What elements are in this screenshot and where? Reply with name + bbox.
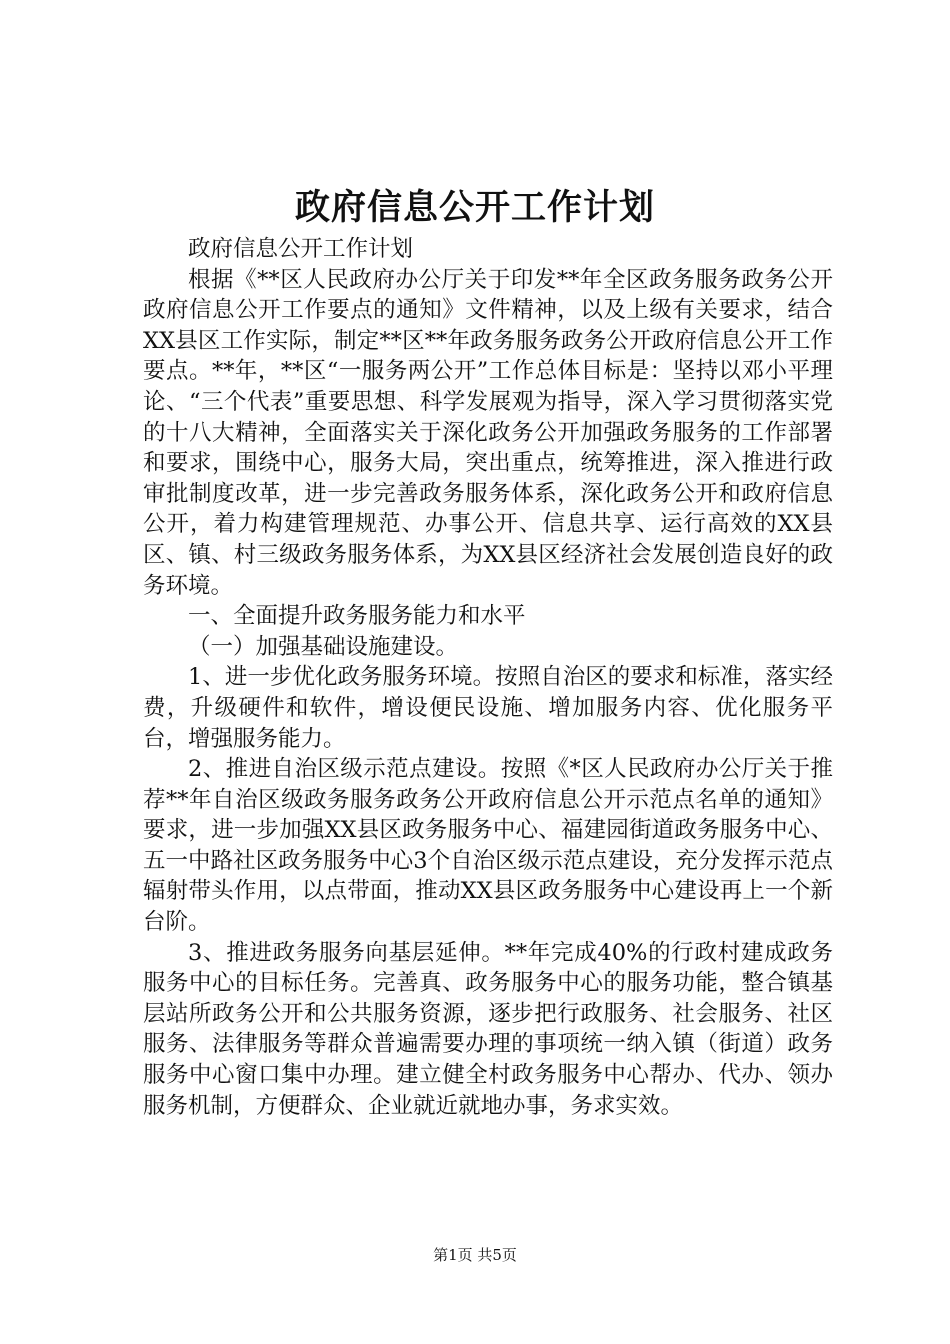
intro-paragraph: 根据《**区人民政府办公厅关于印发**年全区政务服务政务公开政府信息公开工作要点的通知》文件精神，以及上级有关要求，结合XX县区工作实际，制定**区**年政务服务政务公开政府信息公开工作要点。**年，**区“一服务两公开”工作总体目标是：坚持以邓小平理论、“三个代表”重要思想、科学发展观为指导，深入学习贯彻落实党的十八大精神，全面落实关于深化政务公开加强政务服务的工作部署和要求，围绕中心，服务大局，突出重点，统筹推进，深入推进行政审批制度改革，进一步完善政务服务体系，深化政务公开和政府信息公开，着力构建管理规范、办事公开、信息共享、运行高效的XX县区、镇、村三级政务服务体系，为XX县区经济社会发展创造良好的政务环境。: [143, 266, 833, 599]
item-paragraph-2: 2、推进自治区级示范点建设。按照《*区人民政府办公厅关于推荐**年自治区级政务服务政务公开政府信息公开示范点名单的通知》要求，进一步加强XX县区政务服务中心、福建园街道政务服务中心、五一中路社区政务服务中心3个自治区级示范点建设，充分发挥示范点辐射带头作用，以点带面，推动XX县区政务服务中心建设再上一个新台阶。: [143, 756, 833, 936]
document-body: [143, 234, 833, 1121]
item-paragraph-3: 3、推进政务服务向基层延伸。**年完成40%的行政村建成政务服务中心的目标任务。完善真、政务服务中心的服务功能，整合镇基层站所政务公开和公共服务资源，逐步把行政服务、社会服务、社区服务、法律服务等群众普遍需要办理的事项统一纳入镇（街道）政务服务中心窗口集中办理。建立健全村政务服务中心帮办、代办、领办服务机制，方便群众、企业就近就地办事，务求实效。: [143, 939, 833, 1119]
item-paragraph-1: 1、进一步优化政务服务环境。按照自治区的要求和标准，落实经费，升级硬件和软件，增设便民设施、增加服务内容、优化服务平台，增强服务能力。: [143, 664, 833, 752]
subtitle-paragraph: 政府信息公开工作计划: [188, 236, 414, 262]
page-title: 政府信息公开工作计划: [294, 187, 655, 228]
section-heading: 一、全面提升政务服务能力和水平: [188, 603, 526, 630]
subsection-heading: （一）加强基础设施建设。: [188, 633, 459, 660]
page-footer: 第1页 共5页: [433, 1246, 517, 1264]
